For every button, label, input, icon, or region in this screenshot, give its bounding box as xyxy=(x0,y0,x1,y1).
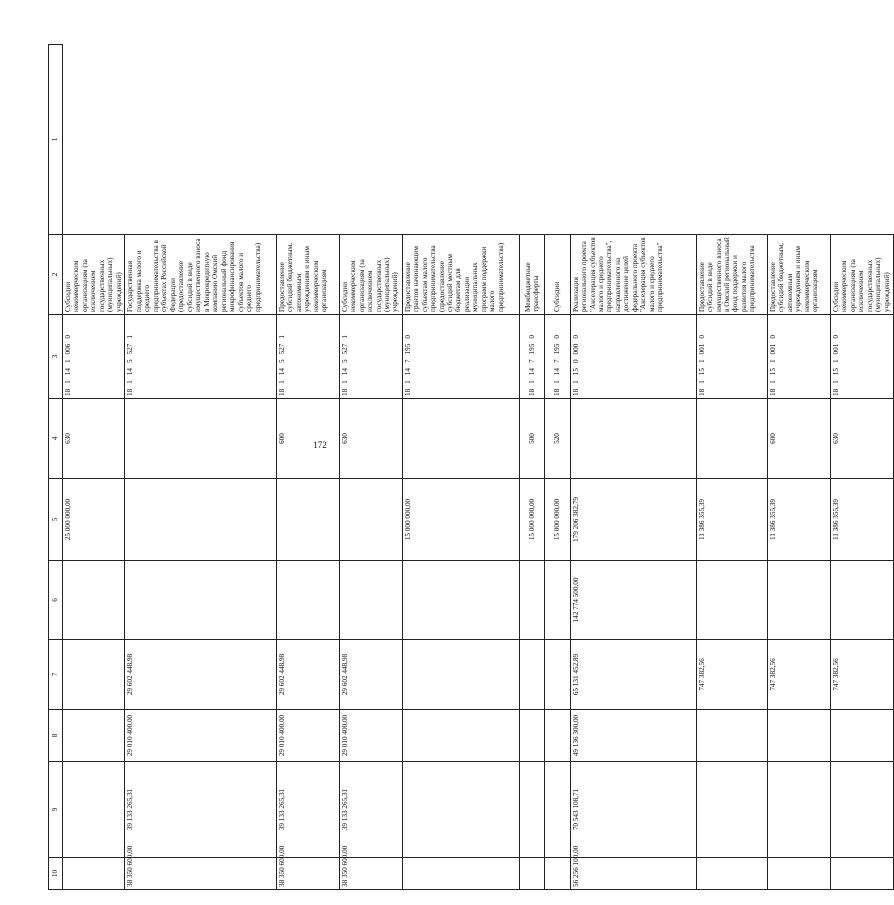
col-10-value xyxy=(767,858,830,890)
col-10-value: 38 350 600,00 xyxy=(339,858,402,890)
col-10-value: 56 256 100,00 xyxy=(570,858,696,890)
col-4-expense-type xyxy=(570,399,696,479)
code-part: 1 xyxy=(768,359,777,364)
col-8-value xyxy=(696,710,767,762)
col-3-code xyxy=(125,315,276,399)
code-part: 1 xyxy=(340,380,349,384)
code-part: 14 xyxy=(528,368,537,376)
col-6-value xyxy=(339,561,402,640)
col-7-value: 29 602 448,98 xyxy=(125,640,276,710)
code-part: 0 xyxy=(768,335,777,339)
code-part: 15 xyxy=(697,368,706,376)
col-4-expense-type xyxy=(696,399,767,479)
header-cell: 7 xyxy=(49,640,63,710)
col-6-value xyxy=(696,561,767,640)
code-part: 006 xyxy=(64,343,72,355)
code-part: 0 xyxy=(528,335,537,339)
col-4-expense-type: 600 xyxy=(276,399,339,479)
col-5-value xyxy=(339,479,402,561)
col-4-expense-type: 500 xyxy=(520,399,545,479)
code-part: 1 xyxy=(768,380,777,384)
table-row xyxy=(570,45,696,890)
code-part: 18 xyxy=(403,388,412,396)
col-2-name: Предоставление грантов начинающим субъектам малого предпринимательства (предоставление субсидий местным бюджетам для реализации муниципальных программ поддержки малого предпринимательства) xyxy=(402,235,520,315)
code-part: 14 xyxy=(64,368,72,376)
col-4-expense-type: 630 xyxy=(339,399,402,479)
col-8-value xyxy=(767,710,830,762)
col-6-value xyxy=(767,561,830,640)
col-6-value xyxy=(125,561,276,640)
col-5-value: 15 000 000,00 xyxy=(545,479,570,561)
col-2-name: Предоставление субсидий бюджетным, автономным учреждениям и иным некоммерческим организациям xyxy=(767,235,830,315)
col-10-value xyxy=(545,858,570,890)
col-9-value xyxy=(63,762,125,858)
table-row xyxy=(63,45,125,890)
col-4-expense-type: 520 xyxy=(545,399,570,479)
col-3-code xyxy=(830,315,893,399)
col-8-value xyxy=(520,710,545,762)
code-part: 527 xyxy=(277,343,286,355)
code-part: 18 xyxy=(528,388,537,396)
code-part: 15 xyxy=(768,368,777,376)
code-part: 527 xyxy=(126,343,135,355)
code-part: 5 xyxy=(277,359,286,364)
col-8-value xyxy=(830,710,893,762)
code-part: 7 xyxy=(553,359,562,364)
header-cell: 1 xyxy=(49,45,63,235)
code-part: 18 xyxy=(553,388,562,396)
col-2-name: Субсидии некоммерческим организациям (за исключением государственных (муниципальных) учреждений) xyxy=(830,235,893,315)
col-9-value xyxy=(545,762,570,858)
header-cell: 3 xyxy=(49,315,63,399)
col-4-expense-type: 600 xyxy=(767,399,830,479)
col-5-value xyxy=(276,479,339,561)
col-3-code xyxy=(767,315,830,399)
code-part: 14 xyxy=(403,368,412,376)
col-9-value: 39 133 265,31 xyxy=(276,762,339,858)
header-cell: 4 xyxy=(49,399,63,479)
col-3-code xyxy=(402,315,520,399)
code-part: 0 xyxy=(571,335,580,339)
code-part: 18 xyxy=(697,388,706,396)
col-3-code xyxy=(339,315,402,399)
page-number: 172 xyxy=(313,440,327,450)
table-row xyxy=(402,45,520,890)
col-8-value: 29 010 400,00 xyxy=(276,710,339,762)
col-2-name: Предоставление субсидий бюджетным, автономным учреждениям и иным некоммерческим организациям xyxy=(276,235,339,315)
col-4-expense-type: 630 xyxy=(63,399,125,479)
col-2-name: Субсидии некоммерческим организациям (за исключением государственных (муниципальных) учреждений) xyxy=(63,235,125,315)
col-2-name: Предоставление субсидий в виде имущественного взноса в Омский региональный фонд поддержки и развития малого предпринимательства xyxy=(696,235,767,315)
code-part: 1 xyxy=(277,380,286,384)
table-row xyxy=(830,45,893,890)
col-9-value xyxy=(830,762,893,858)
code-part: 0 xyxy=(831,335,840,339)
code-part: 18 xyxy=(277,388,286,396)
col-3-code xyxy=(276,315,339,399)
col-3-code xyxy=(520,315,545,399)
code-part: 14 xyxy=(340,368,349,376)
col-7-value: 29 602 448,98 xyxy=(339,640,402,710)
col-8-value: 49 136 300,00 xyxy=(570,710,696,762)
col-7-value xyxy=(63,640,125,710)
table-row xyxy=(767,45,830,890)
code-part: 1 xyxy=(571,380,580,384)
code-part: 1 xyxy=(831,359,840,364)
col-5-value: 11 386 355,39 xyxy=(767,479,830,561)
col-4-expense-type xyxy=(402,399,520,479)
col-10-value xyxy=(520,858,545,890)
col-5-value: 179 206 382,79 xyxy=(570,479,696,561)
code-part: 1 xyxy=(340,335,349,339)
code-part: 18 xyxy=(126,388,135,396)
col-6-value xyxy=(63,561,125,640)
col-9-value: 70 543 108,71 xyxy=(570,762,696,858)
code-part: 1 xyxy=(697,380,706,384)
col-9-value xyxy=(696,762,767,858)
col-9-value: 39 133 265,31 xyxy=(339,762,402,858)
code-part: 0 xyxy=(403,335,412,339)
col-7-value: 747 382,56 xyxy=(696,640,767,710)
col-2-name: Государственная поддержка малого и среднего предпринимательства в субъектах Российской Федерации (предоставление субсидий в виде имущественного взноса в Микрокредитную компанию Омский региональный фонд микрофинансирования субъектов малого и среднего предпринимательства) xyxy=(125,235,276,315)
col-5-value xyxy=(125,479,276,561)
col-4-expense-type: 630 xyxy=(830,399,893,479)
header-cell: 10 xyxy=(49,858,63,890)
code-part: 195 xyxy=(528,343,537,355)
budget-table xyxy=(48,44,894,890)
col-6-value xyxy=(830,561,893,640)
code-part: 0 xyxy=(553,335,562,339)
code-part: 18 xyxy=(340,388,349,396)
code-part: 195 xyxy=(403,343,412,355)
code-part: 14 xyxy=(126,368,135,376)
code-part: 1 xyxy=(126,335,135,339)
code-part: 7 xyxy=(528,359,537,364)
col-6-value: 142 774 500,00 xyxy=(570,561,696,640)
code-part: 0 xyxy=(64,335,72,339)
table-row xyxy=(545,45,570,890)
code-part: 000 xyxy=(571,343,580,355)
col-9-value xyxy=(402,762,520,858)
code-part: 15 xyxy=(571,368,580,376)
code-part: 15 xyxy=(831,368,840,376)
table-row xyxy=(696,45,767,890)
col-8-value: 29 010 400,00 xyxy=(125,710,276,762)
col-7-value xyxy=(520,640,545,710)
table-row xyxy=(276,45,339,890)
header-cell: 6 xyxy=(49,561,63,640)
col-10-value: 38 350 600,00 xyxy=(276,858,339,890)
col-8-value xyxy=(545,710,570,762)
code-part: 527 xyxy=(340,343,349,355)
code-part: 195 xyxy=(553,343,562,355)
col-6-value xyxy=(520,561,545,640)
col-2-name: Субсидии некоммерческим организациям (за исключением государственных (муниципальных) учреждений) xyxy=(339,235,402,315)
col-7-value: 747 382,56 xyxy=(830,640,893,710)
col-5-value: 25 000 000,00 xyxy=(63,479,125,561)
code-part: 001 xyxy=(697,343,706,355)
header-cell: 5 xyxy=(49,479,63,561)
col-7-value xyxy=(545,640,570,710)
col-7-value: 65 131 452,89 xyxy=(570,640,696,710)
col-7-value: 747 382,56 xyxy=(767,640,830,710)
table-row xyxy=(339,45,402,890)
col-3-code xyxy=(570,315,696,399)
col-9-value xyxy=(767,762,830,858)
table-row xyxy=(520,45,545,890)
code-part: 1 xyxy=(64,380,72,384)
col-2-name: Реализация регионального проекта "Акселерация субъектов малого и среднего предпринимательства", направленного на достижение целей федерального проекта "Акселерация субъектов малого и среднего предпринимательства" xyxy=(570,235,696,315)
col-5-value: 11 386 355,39 xyxy=(830,479,893,561)
col-3-code xyxy=(545,315,570,399)
col-10-value xyxy=(402,858,520,890)
header-cell: 8 xyxy=(49,710,63,762)
col-9-value: 39 133 265,31 xyxy=(125,762,276,858)
header-cell: 2 xyxy=(49,235,63,315)
code-part: 0 xyxy=(697,335,706,339)
code-part: 001 xyxy=(831,343,840,355)
code-part: 1 xyxy=(277,335,286,339)
col-8-value: 29 010 400,00 xyxy=(339,710,402,762)
col-3-code xyxy=(696,315,767,399)
col-5-value: 15 000 000,00 xyxy=(520,479,545,561)
code-part: 1 xyxy=(831,380,840,384)
code-part: 18 xyxy=(64,388,72,396)
code-part: 1 xyxy=(528,380,537,384)
col-10-value xyxy=(830,858,893,890)
col-10-value xyxy=(63,858,125,890)
code-part: 1 xyxy=(403,380,412,384)
col-9-value xyxy=(520,762,545,858)
code-part: 5 xyxy=(340,359,349,364)
code-part: 001 xyxy=(768,343,777,355)
col-7-value xyxy=(402,640,520,710)
code-part: 14 xyxy=(277,368,286,376)
code-part: 0 xyxy=(571,359,580,364)
code-part: 18 xyxy=(571,388,580,396)
col-2-name: Субсидии xyxy=(545,235,570,315)
col-2-name: Межбюджетные трансферты xyxy=(520,235,545,315)
code-part: 14 xyxy=(553,368,562,376)
code-part: 1 xyxy=(64,359,72,364)
header-cell: 9 xyxy=(49,762,63,858)
col-6-value xyxy=(402,561,520,640)
col-5-value: 11 386 355,39 xyxy=(696,479,767,561)
col-7-value: 29 602 448,98 xyxy=(276,640,339,710)
col-4-expense-type xyxy=(125,399,276,479)
header-row xyxy=(49,45,63,890)
col-5-value: 15 000 000,00 xyxy=(402,479,520,561)
code-part: 1 xyxy=(553,380,562,384)
col-8-value xyxy=(402,710,520,762)
col-6-value xyxy=(276,561,339,640)
col-10-value: 38 350 600,00 xyxy=(125,858,276,890)
col-6-value xyxy=(545,561,570,640)
col-10-value xyxy=(696,858,767,890)
table-row xyxy=(125,45,276,890)
col-8-value xyxy=(63,710,125,762)
code-part: 5 xyxy=(126,359,135,364)
code-part: 1 xyxy=(126,380,135,384)
code-part: 7 xyxy=(403,359,412,364)
code-part: 18 xyxy=(831,388,840,396)
code-part: 1 xyxy=(697,359,706,364)
code-part: 18 xyxy=(768,388,777,396)
col-3-code xyxy=(63,315,125,399)
